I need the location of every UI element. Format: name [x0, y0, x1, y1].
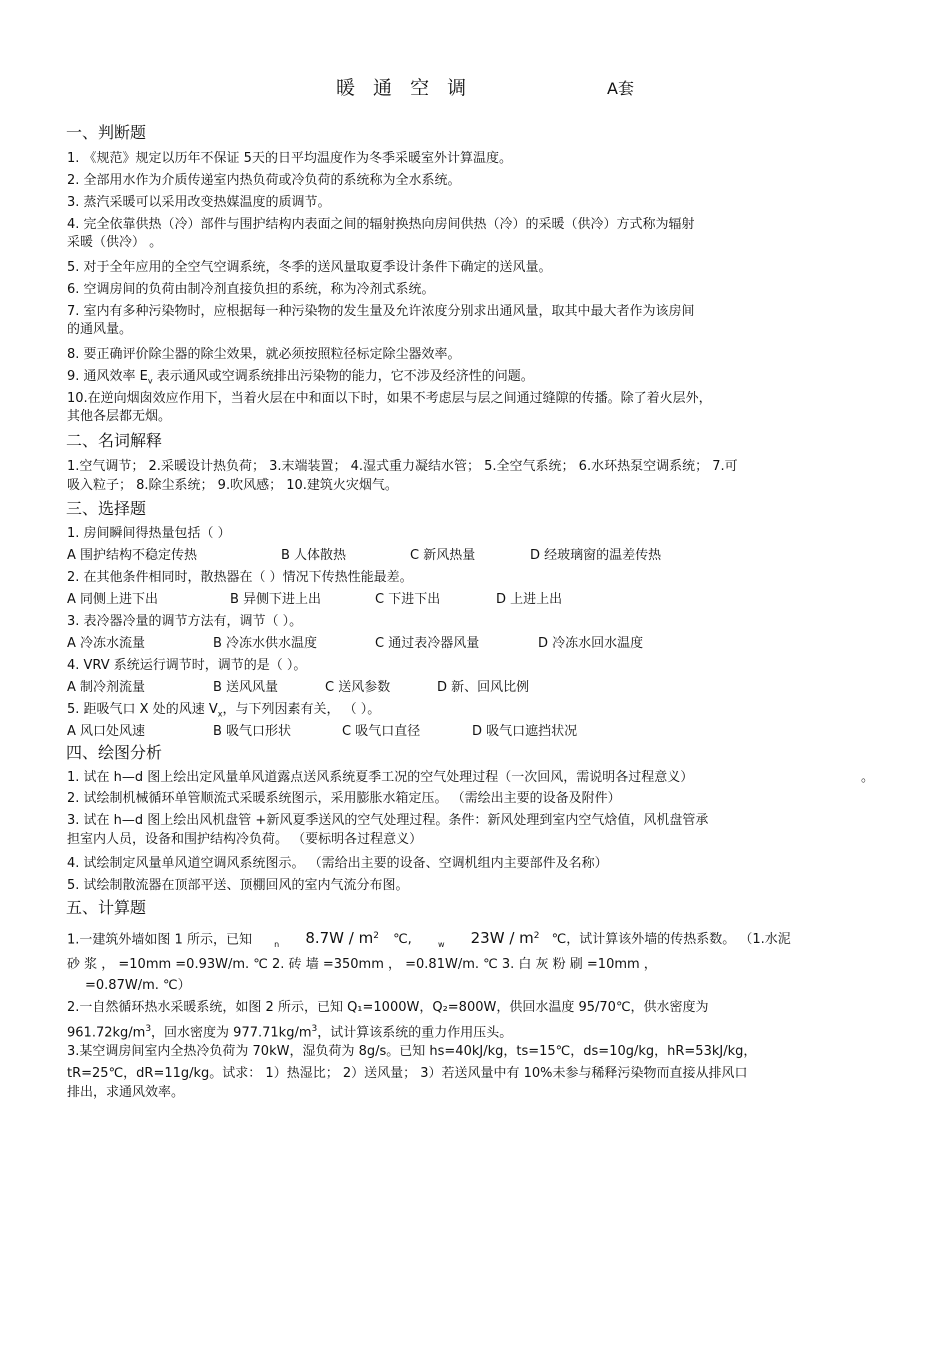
judge-item-9-head: 9. 通风效率 E	[67, 369, 148, 384]
judge-item-4-cont: 采暖（供冷） 。	[67, 235, 163, 250]
choice-q3-option-d: D 冷冻水回水温度	[538, 636, 644, 651]
judge-item-10: 10.在逆向烟囱效应作用下，当着火层在中和面以下时，如果不考虑层与层之间通过缝隙的传播。除了着火层外，	[67, 391, 712, 406]
section-heading-judge: 一、判断题	[66, 123, 147, 142]
calc-1-w-sub: w	[437, 939, 445, 949]
choice-q5-tail: ，与下列因素有关， （ ）。	[222, 702, 381, 717]
choice-q4-option-c: C 送风参数	[325, 680, 391, 695]
choice-q5-sub: x	[217, 709, 223, 719]
calc-2-tail: ，试计算该系统的重力作用压头。	[317, 1025, 513, 1041]
calc-2-return-density: ，回水密度为 977.71kg/m	[151, 1025, 312, 1041]
calc-1-alpha-w: 23W / m	[470, 929, 534, 948]
calc-2-exp-1: 3	[145, 1024, 152, 1034]
judge-item-8: 8. 要正确评价除尘器的除尘效果，就必须按照粒径标定除尘器效率。	[67, 347, 461, 362]
choice-q2: 2. 在其他条件相同时，散热器在（ ）情况下传热性能最差。	[67, 570, 413, 585]
draw-item-2: 2. 试绘制机械循环单管顺流式采暖系统图示，采用膨胀水箱定压。 （需绘出主要的设备及附件）	[67, 791, 621, 806]
choice-q1-option-b: B 人体散热	[281, 548, 347, 563]
choice-q2-option-c: C 下进下出	[375, 592, 441, 607]
calc-3-line-3: 排出，求通风效率。	[67, 1085, 185, 1100]
judge-item-1: 1. 《规范》规定以历年不保证 5天的日平均温度作为冬季采暖室外计算温度。	[67, 151, 512, 166]
judge-item-9-tail: 表示通风或空调系统排出污染物的能力，它不涉及经济性的问题。	[152, 369, 534, 384]
choice-q2-option-a: A 同侧上进下出	[67, 592, 159, 607]
choice-q4: 4. VRV 系统运行调节时，调节的是（ ）。	[67, 658, 307, 673]
terms-line-1: 1.空气调节； 2.采暖设计热负荷； 3.末端装置； 4.湿式重力凝结水管； 5.全空气系统； 6.水环热泵空调系统； 7.可	[67, 459, 738, 474]
choice-q5-option-d: D 吸气口遮挡状况	[472, 724, 578, 739]
choice-q5	[67, 702, 380, 723]
choice-q5-option-b: B 吸气口形状	[213, 724, 292, 739]
calc-1-alpha-n: 8.7W / m	[305, 929, 374, 948]
judge-item-7-cont: 的通风量。	[67, 322, 133, 337]
choice-q3-option-b: B 冷冻水供水温度	[213, 636, 318, 651]
calc-2-line-2	[67, 1021, 512, 1041]
page-title: 暖 通 空 调	[336, 77, 473, 99]
calc-2-exp-2: 3	[311, 1024, 318, 1034]
judge-item-4: 4. 完全依靠供热（冷）部件与围护结构内表面之间的辐射换热向房间供热（冷）的采暖（供冷）方式称为辐射	[67, 217, 695, 232]
draw-item-1: 1. 试在 h—d 图上绘出定风量单风道露点送风系统夏季工况的空气处理过程（一次回风，需说明各过程意义）	[67, 770, 694, 785]
draw-item-5: 5. 试绘制散流器在顶部平送、顶棚回风的室内气流分布图。	[67, 878, 409, 893]
choice-q1-option-c: C 新风热量	[410, 548, 476, 563]
choice-q1-option-a: A 围护结构不稳定传热	[67, 548, 198, 563]
calc-2-supply-density: 961.72kg/m	[67, 1025, 146, 1041]
choice-q4-option-b: B 送风风量	[213, 680, 279, 695]
judge-item-6: 6. 空调房间的负荷由制冷剂直接负担的系统，称为冷剂式系统。	[67, 282, 435, 297]
choice-q1: 1. 房间瞬间得热量包括（ ）	[67, 526, 231, 541]
judge-item-5: 5. 对于全年应用的全空气空调系统，冬季的送风量取夏季设计条件下确定的送风量。	[67, 260, 552, 275]
terms-line-2: 吸入粒子； 8.除尘系统； 9.吹风感； 10.建筑火灾烟气。	[67, 478, 398, 493]
draw-item-1-period: 。	[861, 770, 875, 785]
calc-1-n-sub: n	[274, 939, 280, 949]
judge-item-9-sub: v	[147, 376, 153, 386]
judge-item-9	[67, 369, 534, 390]
choice-q5-option-c: C 吸气口直径	[342, 724, 421, 739]
calc-1-alpha-w-exp: 2	[533, 931, 540, 941]
draw-item-3: 3. 试在 h—d 图上绘出风机盘管 +新风夏季送风的空气处理过程。条件：新风处理到室内空气焓值，风机盘管承	[67, 813, 709, 828]
calc-1-line-2: 砂 浆 ， =10mm =0.93W/m. ℃ 2. 砖 墙 =350mm ， =0.81W/m. ℃ 3. 白 灰 粉 刷 =10mm ，	[67, 957, 657, 972]
judge-item-3: 3. 蒸汽采暖可以采用改变热媒温度的质调节。	[67, 195, 331, 210]
choice-q4-option-d: D 新、回风比例	[437, 680, 530, 695]
calc-1-intro: 1.一建筑外墙如图 1 所示，已知	[67, 932, 252, 948]
calc-2-line-1: 2.一自然循环热水采暖系统，如图 2 所示，已知 Q₁=1000W，Q₂=800W，供回水温度 95/70℃，供水密度为	[67, 1000, 709, 1015]
section-heading-terms: 二、名词解释	[66, 431, 163, 450]
calc-1-unit-1: ℃,	[393, 932, 412, 948]
section-heading-choice: 三、选择题	[66, 499, 147, 518]
calc-3-line-1: 3.某空调房间室内全热冷负荷为 70kW，湿负荷为 8g/s。已知 hs=40kJ/kg，ts=15℃，ds=10g/kg，hR=53kJ/kg，	[67, 1044, 757, 1059]
choice-q3-option-a: A 冷冻水流量	[67, 636, 146, 651]
choice-q3: 3. 表冷器冷量的调节方法有，调节（ ）。	[67, 614, 303, 629]
calc-1-tail: ℃，试计算该外墙的传热系数。 （1.水泥	[551, 932, 791, 948]
choice-q2-option-d: D 上进上出	[496, 592, 563, 607]
draw-item-3-cont: 担室内人员，设备和围护结构冷负荷。 （要标明各过程意义）	[67, 832, 423, 847]
judge-item-10-cont: 其他各层都无烟。	[67, 409, 172, 424]
section-heading-draw: 四、绘图分析	[66, 743, 163, 762]
judge-item-7: 7. 室内有多种污染物时，应根据每一种污染物的发生量及允许浓度分别求出通风量，取其中最大者作为该房间	[67, 304, 695, 319]
calc-1-alpha-n-exp: 2	[373, 931, 379, 941]
choice-q5-head: 5. 距吸气口 X 处的风速 V	[67, 702, 218, 717]
choice-q1-option-d: D 经玻璃窗的温差传热	[530, 548, 662, 563]
draw-item-4: 4. 试绘制定风量单风道空调风系统图示。 （需给出主要的设备、空调机组内主要部件及名称）	[67, 856, 608, 871]
calc-3-line-2: tR=25℃，dR=11g/kg。试求： 1）热湿比； 2）送风量； 3）若送风量中有 10%未参与稀释污染物而直接从排风口	[67, 1066, 748, 1081]
choice-q5-option-a: A 风口处风速	[67, 724, 146, 739]
section-heading-calc: 五、计算题	[66, 898, 147, 917]
choice-q2-option-b: B 异侧下进上出	[230, 592, 322, 607]
choice-q3-option-c: C 通过表冷器风量	[375, 636, 480, 651]
set-label: A套	[607, 79, 634, 98]
judge-item-2: 2. 全部用水作为介质传递室内热负荷或冷负荷的系统称为全水系统。	[67, 173, 461, 188]
calc-1-line-3: =0.87W/m. ℃）	[85, 978, 191, 993]
calc-1-line-1	[67, 928, 791, 953]
choice-q4-option-a: A 制冷剂流量	[67, 680, 146, 695]
